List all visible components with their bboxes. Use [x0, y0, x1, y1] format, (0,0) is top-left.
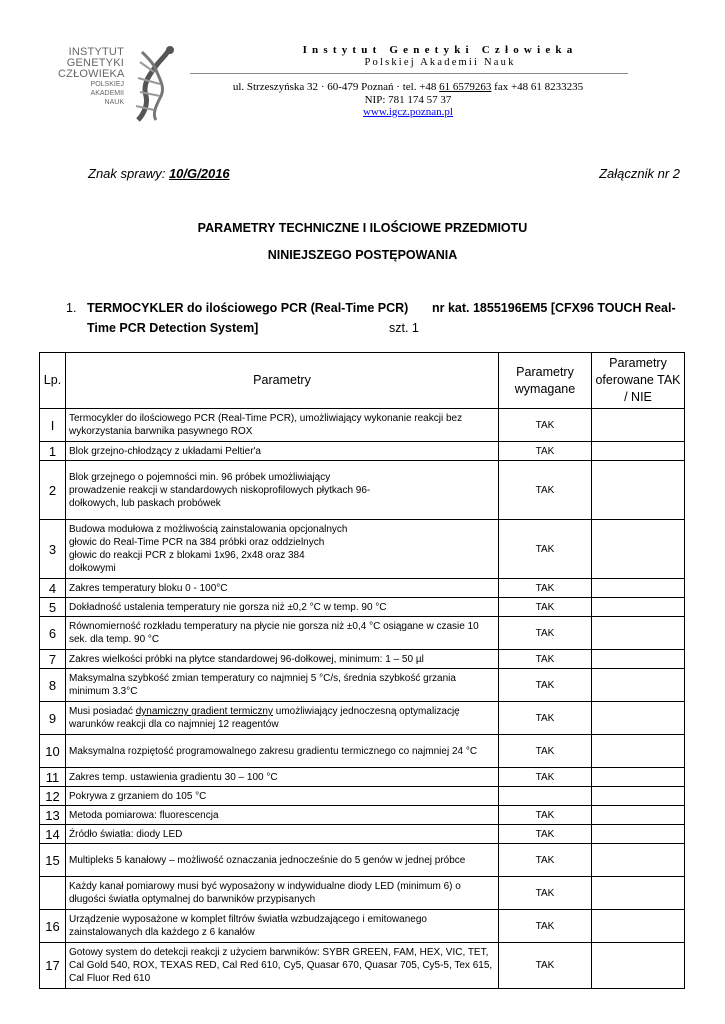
- table-row: [40, 735, 685, 768]
- row-param: Źródło światła: diody LED: [66, 825, 499, 844]
- table-row: [40, 943, 685, 989]
- row-param-text: umożliwiający jednoczesną optymalizację warunków reakcji dla co najmniej 12 reagentów: [69, 706, 460, 730]
- table-row: [40, 877, 685, 910]
- row-required: TAK: [499, 877, 592, 910]
- row-lp: I: [40, 409, 66, 442]
- row-param: Zakres temperatury bloku 0 - 100°C: [66, 579, 499, 598]
- row-lp: 13: [40, 806, 66, 825]
- nip: NIP: 781 174 57 37: [364, 93, 452, 106]
- row-required: TAK: [499, 461, 592, 520]
- table-row: [40, 787, 685, 806]
- row-offered[interactable]: [592, 461, 685, 520]
- logo-line: AKADEMII: [90, 90, 124, 97]
- row-lp: 11: [40, 768, 66, 787]
- row-param-underlined: dynamiczny gradient termiczny: [135, 706, 273, 717]
- row-required: TAK: [499, 825, 592, 844]
- table-row: [40, 702, 685, 735]
- table-row: [40, 598, 685, 617]
- row-required: TAK: [499, 735, 592, 768]
- logo-line: NAUK: [104, 99, 124, 106]
- logo-text: [58, 47, 124, 107]
- row-lp: [40, 877, 66, 910]
- row-param: Zakres temp. ustawienia gradientu 30 – 100 °C: [66, 768, 499, 787]
- table-row: [40, 844, 685, 877]
- dna-figure-icon: [126, 44, 186, 122]
- row-lp: 16: [40, 910, 66, 943]
- street: ul. Strzeszyńska 32: [232, 81, 319, 93]
- row-param: Metoda pomiarowa: fluorescencja: [66, 806, 499, 825]
- row-offered[interactable]: [592, 768, 685, 787]
- row-offered[interactable]: [592, 579, 685, 598]
- row-lp: 4: [40, 579, 66, 598]
- parameters-table: [39, 352, 685, 989]
- logo-line: CZŁOWIEKA: [58, 68, 125, 80]
- row-lp: 10: [40, 735, 66, 768]
- row-required: TAK: [499, 806, 592, 825]
- row-lp: 2: [40, 461, 66, 520]
- header-divider: [190, 73, 628, 74]
- document-title: PARAMETRY TECHNICZNE I ILOŚCIOWE PRZEDMIOTU: [197, 221, 528, 235]
- attachment-label: Załącznik nr 2: [599, 166, 680, 181]
- header-required: Parametry wymagane: [499, 353, 592, 409]
- postal: 60-479 Poznań: [327, 81, 394, 93]
- item-name-cont: Time PCR Detection System]: [87, 321, 259, 335]
- tel-number: 61 6579263: [439, 81, 492, 93]
- row-lp: 3: [40, 520, 66, 579]
- row-offered[interactable]: [592, 825, 685, 844]
- institute-subtitle: Polskiej Akademii Nauk: [364, 57, 516, 68]
- item-name: TERMOCYKLER do ilościowego PCR (Real-Time PCR): [87, 301, 409, 315]
- document-subtitle: NINIEJSZEGO POSTĘPOWANIA: [267, 248, 458, 262]
- table-row: [40, 910, 685, 943]
- institute-name: Instytut Genetyki Człowieka: [302, 44, 578, 56]
- row-lp: 14: [40, 825, 66, 844]
- row-required: TAK: [499, 579, 592, 598]
- address-block: [188, 81, 628, 119]
- row-offered[interactable]: [592, 520, 685, 579]
- row-required: TAK: [499, 844, 592, 877]
- row-offered[interactable]: [592, 943, 685, 989]
- row-param: Maksymalna rozpiętość programowalnego zakresu gradientu termicznego co najmniej 24 °C: [66, 735, 499, 768]
- separator: ·: [396, 81, 403, 93]
- row-required: TAK: [499, 669, 592, 702]
- logo-line: GENETYKI: [66, 57, 124, 69]
- row-offered[interactable]: [592, 650, 685, 669]
- row-param: Blok grzejnego o pojemności min. 96 próbek umożliwiający prowadzenie reakcji w standardowych niskoprofilowych płytkach 96-dołkowych, lub paskach probówek: [66, 461, 499, 520]
- header-offered: Parametry oferowane TAK / NIE: [592, 353, 685, 409]
- row-lp: 12: [40, 787, 66, 806]
- row-required: TAK: [499, 910, 592, 943]
- row-offered[interactable]: [592, 806, 685, 825]
- row-lp: 6: [40, 617, 66, 650]
- header-parameters: Parametry: [66, 353, 499, 409]
- logo-line: POLSKIEJ: [90, 81, 124, 88]
- row-offered[interactable]: [592, 669, 685, 702]
- row-offered[interactable]: [592, 735, 685, 768]
- table-row: [40, 768, 685, 787]
- row-param: [66, 702, 499, 735]
- case-label: Znak sprawy:: [88, 166, 166, 181]
- row-required: TAK: [499, 702, 592, 735]
- item-quantity: szt. 1: [389, 321, 419, 335]
- item-catalog: nr kat. 1855196EM5 [CFX96 TOUCH Real-: [432, 301, 676, 315]
- row-param: Gotowy system do detekcji reakcji z użyciem barwników: SYBR GREEN, FAM, HEX, VIC, TET, Cal Gold 540, ROX, TEXAS RED, Cal Red 610, Cy5, Quasar 670, Quasar 705, Cy5-5, Tex 615, Cal Fluor Red 610: [66, 943, 499, 989]
- row-offered[interactable]: [592, 844, 685, 877]
- tel-label: tel. +48: [402, 81, 437, 93]
- row-lp: 9: [40, 702, 66, 735]
- row-required: [499, 787, 592, 806]
- row-offered[interactable]: [592, 910, 685, 943]
- case-value: 10/G/2016: [168, 166, 230, 181]
- institute-logo: [58, 44, 178, 124]
- table-row: [40, 409, 685, 442]
- row-param: Maksymalna szybkość zmian temperatury co najmniej 5 °C/s, średnia szybkość grzania minimum 3.3°C: [66, 669, 499, 702]
- table-row: [40, 650, 685, 669]
- row-lp: 8: [40, 669, 66, 702]
- table-row: [40, 617, 685, 650]
- separator: ·: [320, 81, 328, 93]
- row-param: Termocykler do ilościowego PCR (Real-Time PCR), umożliwiający wykonanie reakcji bez wykorzystania barwnika pasywnego ROX: [66, 409, 499, 442]
- row-lp: 7: [40, 650, 66, 669]
- website-link[interactable]: www.igcz.poznan.pl: [362, 106, 453, 118]
- row-required: TAK: [499, 943, 592, 989]
- row-required: TAK: [499, 409, 592, 442]
- table-row: [40, 442, 685, 461]
- item-number: 1.: [66, 301, 77, 315]
- row-offered[interactable]: [592, 409, 685, 442]
- row-param: Blok grzejno-chłodzący z układami Peltier'a: [66, 442, 499, 461]
- table-row: [40, 825, 685, 844]
- address-line: [188, 81, 628, 94]
- row-param: Urządzenie wyposażone w komplet filtrów światła wzbudzającego i emitowanego zainstalowanych dla każdego z 6 kanałów: [66, 910, 499, 943]
- row-offered[interactable]: [592, 877, 685, 910]
- row-param-text: Musi posiadać: [69, 706, 136, 717]
- row-offered[interactable]: [592, 787, 685, 806]
- row-required: TAK: [499, 768, 592, 787]
- table-row: [40, 669, 685, 702]
- row-param: Pokrywa z grzaniem do 105 °C: [66, 787, 499, 806]
- row-lp: 5: [40, 598, 66, 617]
- row-lp: 15: [40, 844, 66, 877]
- logo-line: INSTYTUT: [68, 46, 124, 58]
- row-required: TAK: [499, 650, 592, 669]
- row-param: Równomierność rozkładu temperatury na płycie nie gorsza niż ±0,4 °C osiągane w czasie 10 sek. dla temp. 90 °C: [66, 617, 499, 650]
- table-row: [40, 579, 685, 598]
- row-offered[interactable]: [592, 442, 685, 461]
- table-row: [40, 461, 685, 520]
- row-offered[interactable]: [592, 617, 685, 650]
- table-header-row: [40, 353, 685, 409]
- row-param: Zakres wielkości próbki na płytce standardowej 96-dołkowej, minimum: 1 – 50 µl: [66, 650, 499, 669]
- row-offered[interactable]: [592, 702, 685, 735]
- row-lp: 17: [40, 943, 66, 989]
- row-param: Dokładność ustalenia temperatury nie gorsza niż ±0,2 °C w temp. 90 °C: [66, 598, 499, 617]
- row-param: Multipleks 5 kanałowy – możliwość oznaczania jednocześnie do 5 genów w jednej próbce: [66, 844, 499, 877]
- row-param: Każdy kanał pomiarowy musi być wyposażony w indywidualne diody LED (minimum 6) o długości światła optymalnej do barwników przypisanych: [66, 877, 499, 910]
- row-required: TAK: [499, 442, 592, 461]
- table-row: [40, 520, 685, 579]
- row-offered[interactable]: [592, 598, 685, 617]
- table-row: [40, 806, 685, 825]
- row-required: TAK: [499, 598, 592, 617]
- row-required: TAK: [499, 617, 592, 650]
- row-lp: 1: [40, 442, 66, 461]
- row-param: Budowa modułowa z możliwością zainstalowania opcjonalnych głowic do Real-Time PCR na 384 próbki oraz oddzielnych głowic do reakcji PCR z blokami 1x96, 2x48 oraz 384 dołkowymi: [66, 520, 499, 579]
- case-number: [88, 166, 230, 181]
- row-required: TAK: [499, 520, 592, 579]
- header-lp: Lp.: [40, 353, 66, 409]
- fax: fax +48 61 8233235: [494, 81, 584, 93]
